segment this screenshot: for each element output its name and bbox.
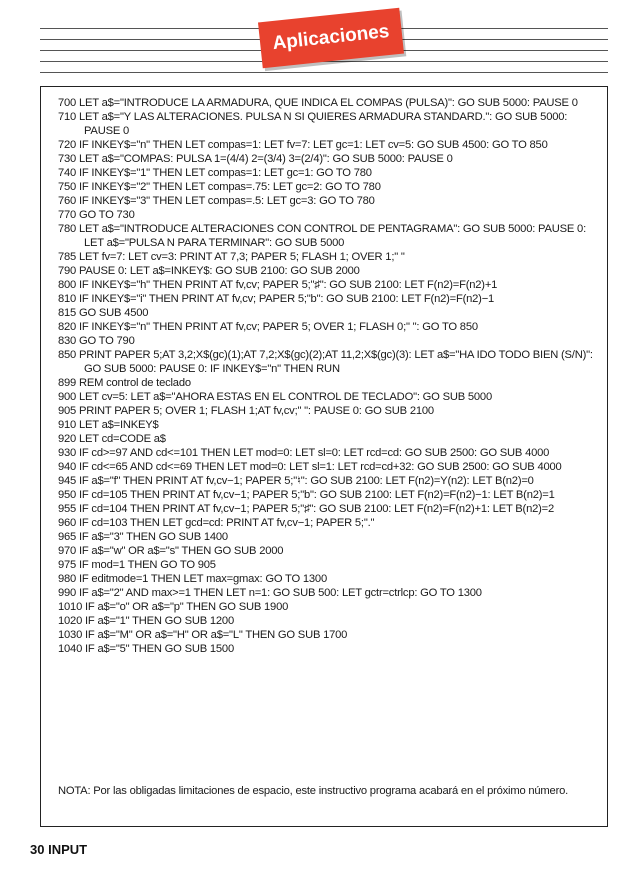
code-line: 760 IF INKEY$="3" THEN LET compas=.5: LET gc=3: GO TO 780 — [58, 195, 375, 207]
code-line: 850 PRINT PAPER 5;AT 3,2;X$(gc)(1);AT 7,2;X$(gc)(2);AT 11,2;X$(gc)(3): LET a$="HA IDO TODO BIEN (S/N)": GO SUB 5000: PAUSE 0: IF INKEY$="n" THEN RUN — [58, 349, 593, 375]
code-line: 710 LET a$="Y LAS ALTERACIONES. PULSA N SI QUIERES ARMADURA STANDARD.": GO SUB 5000: PAUSE 0 — [58, 111, 568, 137]
code-line: 970 IF a$="w" OR a$="s" THEN GO SUB 2000 — [58, 545, 284, 557]
code-line: 1010 IF a$="o" OR a$="p" THEN GO SUB 1900 — [58, 601, 289, 613]
code-line: 905 PRINT PAPER 5; OVER 1; FLASH 1;AT fv,cv;" ": PAUSE 0: GO SUB 2100 — [58, 405, 434, 417]
code-line: 1040 IF a$="5" THEN GO SUB 1500 — [58, 643, 234, 655]
code-line: 930 IF cd>=97 AND cd<=101 THEN LET mod=0: LET sl=0: LET rcd=cd: GO SUB 2500: GO SUB 4000 — [58, 447, 550, 459]
code-line: 899 REM control de teclado — [58, 377, 191, 389]
section-title: Aplicaciones — [271, 20, 391, 55]
code-line: 990 IF a$="2" AND max>=1 THEN LET n=1: GO SUB 500: LET gctr=ctrlcp: GO TO 1300 — [58, 587, 482, 599]
code-line: 815 GO SUB 4500 — [58, 307, 149, 319]
code-line: 800 IF INKEY$="h" THEN PRINT AT fv,cv; PAPER 5;"♯": GO SUB 2100: LET F(n2)=F(n2)+1 — [58, 279, 498, 291]
code-line: 830 GO TO 790 — [58, 335, 135, 347]
code-line: 955 IF cd=104 THEN PRINT AT fv,cv−1; PAPER 5;"♯": GO SUB 2100: LET F(n2)=F(n2)+1: LET B(n2)=2 — [58, 503, 555, 515]
code-line: 1030 IF a$="M" OR a$="H" OR a$="L" THEN GO SUB 1700 — [58, 629, 348, 641]
header-rule — [40, 72, 608, 73]
code-line: 945 IF a$="f" THEN PRINT AT fv,cv−1; PAPER 5;"♮": GO SUB 2100: LET F(n2)=Y(n2): LET B(n2)=0 — [58, 475, 534, 487]
page-number: 30 — [30, 842, 45, 857]
code-line: 950 IF cd=105 THEN PRINT AT fv,cv−1; PAPER 5;"b": GO SUB 2100: LET F(n2)=F(n2)−1: LET B(n2)=1 — [58, 489, 555, 501]
code-line: 910 LET a$=INKEY$ — [58, 419, 159, 431]
code-line: 750 IF INKEY$="2" THEN LET compas=.75: LET gc=2: GO TO 780 — [58, 181, 381, 193]
code-line: 770 GO TO 730 — [58, 209, 135, 221]
code-line: 980 IF editmode=1 THEN LET max=gmax: GO TO 1300 — [58, 573, 327, 585]
code-line: 790 PAUSE 0: LET a$=INKEY$: GO SUB 2100: GO SUB 2000 — [58, 265, 360, 277]
code-line: 720 IF INKEY$="n" THEN LET compas=1: LET fv=7: LET gc=1: LET cv=5: GO SUB 4500: GO TO 850 — [58, 139, 548, 151]
code-line: 1020 IF a$="1" THEN GO SUB 1200 — [58, 615, 234, 627]
code-line: 940 IF cd<=65 AND cd<=69 THEN LET mod=0: LET sl=1: LET rcd=cd+32: GO SUB 2500: GO SUB 4000 — [58, 461, 562, 473]
page-footer — [30, 842, 87, 857]
code-line: 785 LET fv=7: LET cv=3: PRINT AT 7,3; PAPER 5; FLASH 1; OVER 1;" " — [58, 251, 405, 263]
code-line: 740 IF INKEY$="1" THEN LET compas=1: LET gc=1: GO TO 780 — [58, 167, 372, 179]
code-line: 810 IF INKEY$="i" THEN PRINT AT fv,cv; PAPER 5;"b": GO SUB 2100: LET F(n2)=F(n2)−1 — [58, 293, 495, 305]
program-listing — [58, 96, 598, 656]
code-line: 700 LET a$="INTRODUCE LA ARMADURA, QUE INDICA EL COMPAS (PULSA)": GO SUB 5000: PAUSE 0 — [58, 97, 578, 109]
magazine-name: INPUT — [48, 842, 88, 857]
footnote: NOTA: Por las obligadas limitaciones de espacio, este instructivo programa acabará en el próximo número. — [58, 785, 569, 797]
code-line: 900 LET cv=5: LET a$="AHORA ESTAS EN EL CONTROL DE TECLADO": GO SUB 5000 — [58, 391, 492, 403]
code-line: 780 LET a$="INTRODUCE ALTERACIONES CON CONTROL DE PENTAGRAMA": GO SUB 5000: PAUSE 0: LET a$="PULSA N PARA TERMINAR": GO SUB 5000 — [58, 223, 586, 249]
code-line: 960 IF cd=103 THEN LET gcd=cd: PRINT AT fv,cv−1; PAPER 5;"." — [58, 517, 375, 529]
code-line: 975 IF mod=1 THEN GO TO 905 — [58, 559, 216, 571]
code-line: 730 LET a$="COMPAS: PULSA 1=(4/4) 2=(3/4) 3=(2/4)": GO SUB 5000: PAUSE 0 — [58, 153, 453, 165]
code-line: 920 LET cd=CODE a$ — [58, 433, 166, 445]
code-line: 820 IF INKEY$="n" THEN PRINT AT fv,cv; PAPER 5; OVER 1; FLASH 0;" ": GO TO 850 — [58, 321, 478, 333]
code-line: 965 IF a$="3" THEN GO SUB 1400 — [58, 531, 228, 543]
